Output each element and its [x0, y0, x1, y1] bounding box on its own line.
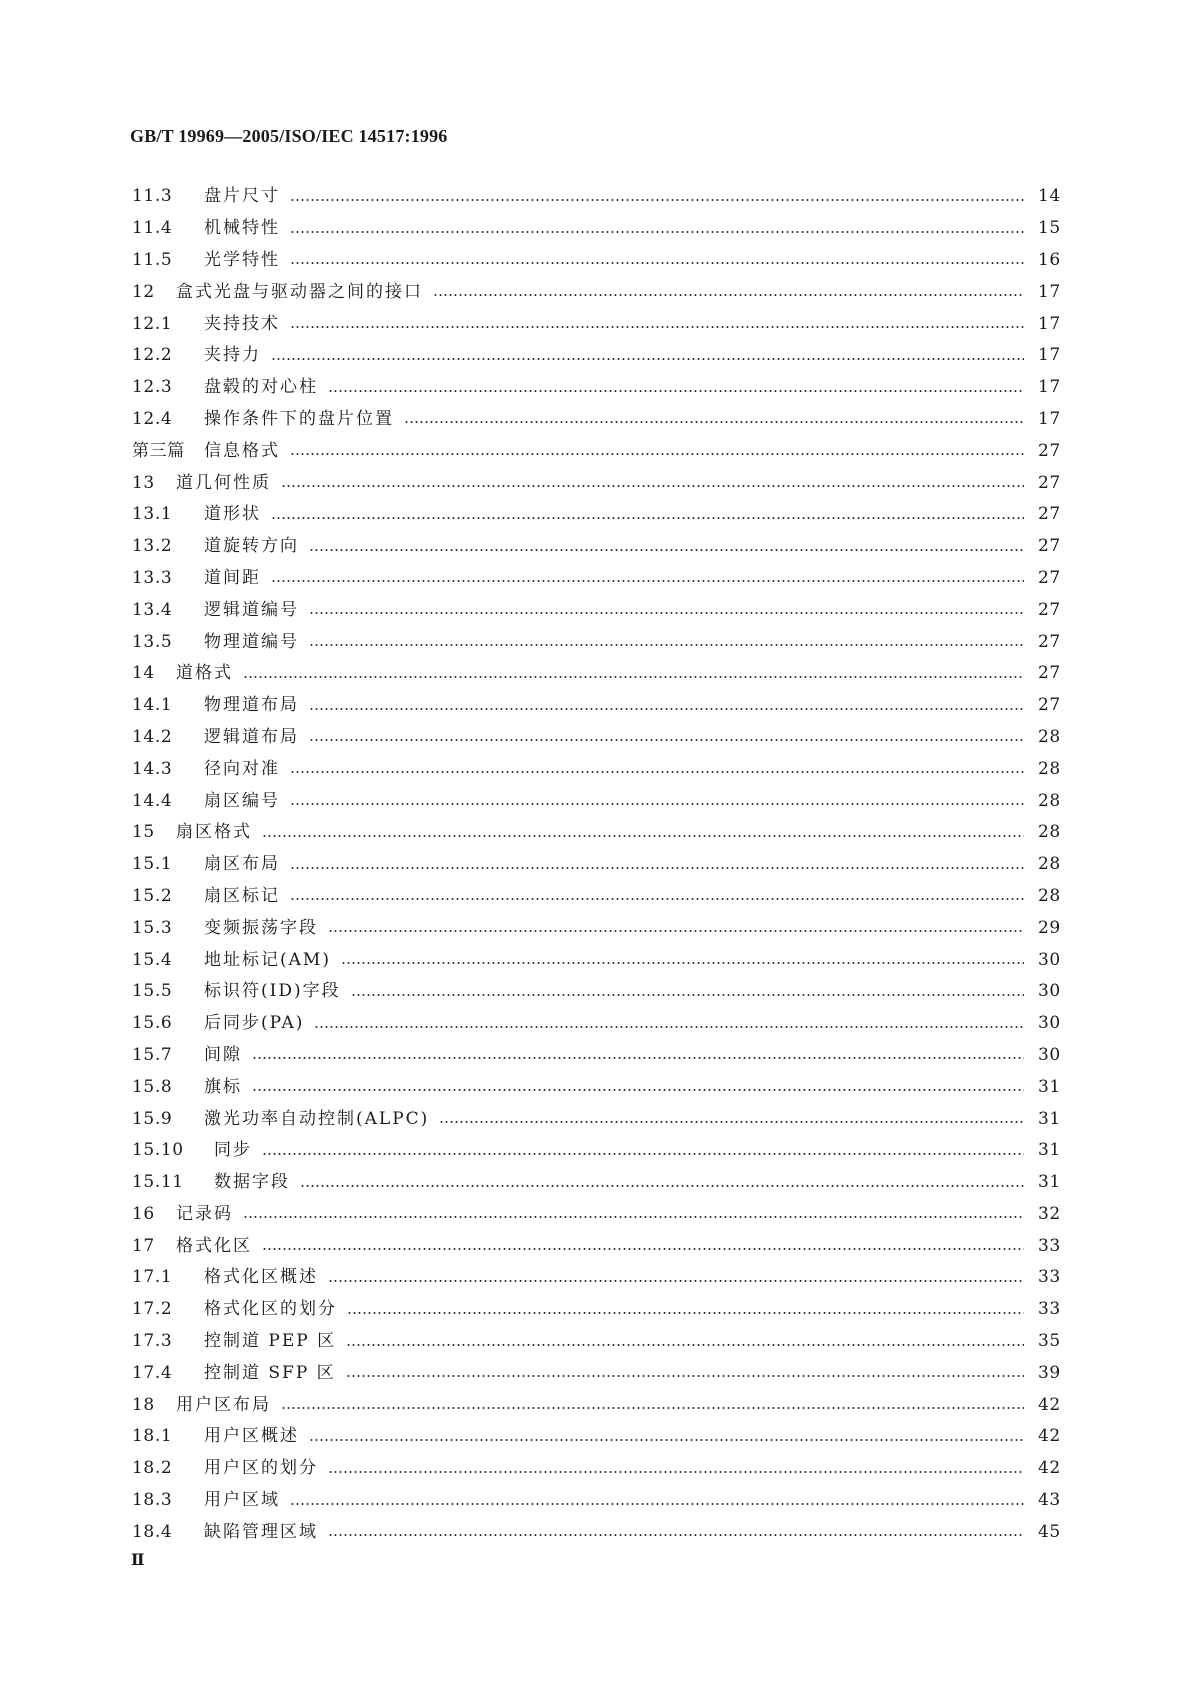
toc-entry-number: 12.2 [132, 345, 173, 366]
toc-entry-number: 17.1 [132, 1267, 173, 1288]
toc-entry-number: 13.5 [132, 631, 173, 652]
toc-entry-title: 物理道布局 [204, 695, 299, 716]
toc-entry-number: 13 [132, 472, 155, 493]
toc-entry-number: 14.4 [132, 790, 173, 811]
toc-entry-title: 机械特性 [204, 218, 280, 239]
dot-leader [290, 898, 1024, 900]
dot-leader [328, 930, 1024, 932]
toc-entry-number: 15.6 [132, 1013, 173, 1034]
toc-entry-number: 17 [132, 1235, 155, 1256]
toc-entry-number: 15.7 [132, 1044, 173, 1065]
toc-entry-number: 11.5 [132, 249, 173, 270]
dot-leader [290, 326, 1024, 328]
page-header: GB/T 19969—2005/ISO/IEC 14517:1996 [130, 126, 448, 146]
toc-entry-title: 操作条件下的盘片位置 [204, 408, 394, 429]
toc-entry-page: 31 [1038, 1108, 1061, 1129]
toc-entry-title: 径向对准 [204, 758, 280, 779]
toc-entry-number: 15.11 [132, 1172, 184, 1193]
toc-entry-number: 18.1 [132, 1426, 173, 1447]
toc-entry-number: 16 [132, 1203, 155, 1224]
toc-entry-page: 32 [1038, 1203, 1061, 1224]
dot-leader [290, 803, 1024, 805]
toc-entry-number: 15.9 [132, 1108, 173, 1129]
toc-entry-number: 14.2 [132, 726, 173, 747]
toc-entry[interactable] [132, 181, 1060, 213]
toc-entry[interactable] [132, 1230, 1060, 1262]
toc-entry-title: 用户区布局 [176, 1394, 271, 1415]
toc-entry-title: 激光功率自动控制(ALPC) [204, 1108, 430, 1129]
toc-entry-title: 盘毂的对心柱 [204, 377, 318, 398]
toc-entry-page: 28 [1038, 854, 1061, 875]
toc-entry[interactable] [132, 1040, 1060, 1072]
toc-entry-page: 27 [1038, 504, 1061, 525]
dot-leader [290, 453, 1024, 455]
toc-entry-page: 16 [1038, 249, 1061, 270]
dot-leader [328, 1280, 1024, 1282]
toc-entry-page: 33 [1038, 1299, 1061, 1320]
toc-entry[interactable] [132, 690, 1060, 722]
dot-leader [300, 1185, 1024, 1187]
toc-entry-page: 27 [1038, 663, 1061, 684]
toc-entry-title: 道几何性质 [176, 472, 271, 493]
toc-entry-number: 15 [132, 822, 155, 843]
dot-leader [404, 421, 1024, 423]
toc-entry-title: 用户区的划分 [204, 1458, 318, 1479]
toc-entry-page: 17 [1038, 281, 1061, 302]
toc-entry-number: 15.8 [132, 1076, 173, 1097]
toc-entry-page: 39 [1038, 1362, 1061, 1383]
toc-entry-title: 同步 [214, 1140, 252, 1161]
toc-entry-title: 地址标记(AM) [204, 949, 331, 970]
page-number: Ⅱ [131, 1552, 145, 1569]
toc-entry-page: 17 [1038, 377, 1061, 398]
toc-entry-page: 33 [1038, 1235, 1061, 1256]
dot-leader [328, 1471, 1024, 1473]
toc-entry-title: 控制道 PEP 区 [204, 1331, 337, 1352]
toc-entry[interactable] [132, 626, 1060, 658]
dot-leader [309, 644, 1024, 646]
dot-leader [439, 1121, 1024, 1123]
toc-entry-page: 28 [1038, 822, 1061, 843]
toc-entry-number: 13.2 [132, 536, 173, 557]
toc-entry-page: 43 [1038, 1490, 1061, 1511]
dot-leader [262, 1153, 1024, 1155]
toc-entry-page: 30 [1038, 1013, 1061, 1034]
toc-entry-number: 15.10 [132, 1140, 184, 1161]
toc-entry-title: 数据字段 [214, 1172, 290, 1193]
dot-leader [243, 1216, 1024, 1218]
toc-entry-number: 15.5 [132, 981, 173, 1002]
toc-entry[interactable] [132, 1421, 1060, 1453]
dot-leader [309, 1439, 1024, 1441]
toc-entry-page: 17 [1038, 345, 1061, 366]
toc-entry-title: 道形状 [204, 504, 261, 525]
toc-entry[interactable] [132, 1262, 1060, 1294]
toc-entry-number: 第三篇 [132, 440, 185, 461]
toc-entry[interactable] [132, 1326, 1060, 1358]
toc-entry[interactable] [132, 1516, 1060, 1548]
dot-leader [290, 867, 1024, 869]
toc-entry-page: 17 [1038, 408, 1061, 429]
toc-entry[interactable] [132, 276, 1060, 308]
toc-entry-title: 标识符(ID)字段 [204, 981, 341, 1002]
toc-entry[interactable] [132, 308, 1060, 340]
toc-entry-title: 后同步(PA) [204, 1013, 305, 1034]
dot-leader [309, 708, 1024, 710]
toc-entry-page: 31 [1038, 1140, 1061, 1161]
toc-entry-title: 记录码 [176, 1203, 233, 1224]
toc-entry-number: 15.1 [132, 854, 173, 875]
dot-leader [271, 358, 1024, 360]
dot-leader [290, 262, 1024, 264]
toc-entry[interactable] [132, 467, 1060, 499]
dot-leader [433, 294, 1024, 296]
toc-entry-title: 缺陷管理区域 [204, 1521, 318, 1542]
dot-leader [328, 390, 1024, 392]
table-of-contents [132, 181, 1060, 1548]
dot-leader [290, 199, 1024, 201]
dot-leader [309, 739, 1024, 741]
toc-entry[interactable] [132, 1357, 1060, 1389]
dot-leader [262, 1248, 1024, 1250]
toc-entry[interactable] [132, 944, 1060, 976]
toc-entry-title: 夹持力 [204, 345, 261, 366]
toc-entry-number: 18.4 [132, 1521, 173, 1542]
dot-leader [309, 612, 1024, 614]
toc-entry-number: 14 [132, 663, 155, 684]
toc-entry[interactable] [132, 976, 1060, 1008]
dot-leader [262, 835, 1024, 837]
toc-entry-number: 12.1 [132, 313, 173, 334]
toc-entry[interactable] [132, 245, 1060, 277]
toc-entry-number: 14.1 [132, 695, 173, 716]
toc-entry[interactable] [132, 1389, 1060, 1421]
toc-entry-page: 28 [1038, 790, 1061, 811]
toc-entry[interactable] [132, 435, 1060, 467]
toc-entry-number: 14.3 [132, 758, 173, 779]
toc-entry[interactable] [132, 1294, 1060, 1326]
dot-leader [252, 1057, 1024, 1059]
toc-entry-number: 12.3 [132, 377, 173, 398]
toc-entry-page: 14 [1038, 186, 1061, 207]
toc-entry-page: 28 [1038, 885, 1061, 906]
dot-leader [281, 1407, 1024, 1409]
toc-entry-title: 夹持技术 [204, 313, 280, 334]
dot-leader [347, 1312, 1024, 1314]
toc-entry-title: 扇区布局 [204, 854, 280, 875]
dot-leader [271, 517, 1024, 519]
toc-entry-page: 15 [1038, 218, 1061, 239]
toc-entry-number: 11.3 [132, 186, 173, 207]
toc-entry-title: 间隙 [204, 1044, 242, 1065]
toc-entry-page: 35 [1038, 1331, 1061, 1352]
toc-entry-title: 信息格式 [204, 440, 280, 461]
toc-entry-page: 28 [1038, 758, 1061, 779]
toc-entry-number: 12 [132, 281, 155, 302]
dot-leader [271, 580, 1024, 582]
toc-entry[interactable] [132, 563, 1060, 595]
toc-entry[interactable] [132, 753, 1060, 785]
toc-entry[interactable] [132, 881, 1060, 913]
toc-entry-page: 29 [1038, 917, 1061, 938]
dot-leader [341, 962, 1024, 964]
toc-entry[interactable] [132, 340, 1060, 372]
dot-leader [346, 1344, 1024, 1346]
toc-entry-page: 42 [1038, 1394, 1061, 1415]
toc-entry-title: 变频振荡字段 [204, 917, 318, 938]
toc-entry-page: 27 [1038, 536, 1061, 557]
toc-entry-title: 盒式光盘与驱动器之间的接口 [176, 281, 423, 302]
toc-entry-page: 30 [1038, 981, 1061, 1002]
toc-entry[interactable] [132, 722, 1060, 754]
toc-entry-number: 17.4 [132, 1362, 173, 1383]
dot-leader [290, 231, 1024, 233]
toc-entry-page: 27 [1038, 599, 1061, 620]
toc-entry-page: 27 [1038, 695, 1061, 716]
toc-entry-number: 13.1 [132, 504, 173, 525]
toc-entry-page: 42 [1038, 1458, 1061, 1479]
toc-entry-title: 格式化区 [176, 1235, 252, 1256]
toc-entry[interactable] [132, 594, 1060, 626]
toc-entry[interactable] [132, 1008, 1060, 1040]
toc-entry-page: 28 [1038, 726, 1061, 747]
toc-entry-number: 17.3 [132, 1331, 173, 1352]
toc-entry-title: 扇区格式 [176, 822, 252, 843]
toc-entry[interactable] [132, 531, 1060, 563]
dot-leader [243, 676, 1024, 678]
toc-entry-page: 27 [1038, 631, 1061, 652]
dot-leader [346, 1375, 1024, 1377]
toc-entry[interactable] [132, 849, 1060, 881]
dot-leader [309, 549, 1024, 551]
toc-entry-page: 27 [1038, 567, 1061, 588]
dot-leader [328, 1534, 1024, 1536]
dot-leader [281, 485, 1024, 487]
toc-entry-page: 30 [1038, 949, 1061, 970]
toc-entry-page: 27 [1038, 440, 1061, 461]
toc-entry-number: 18.3 [132, 1490, 173, 1511]
toc-entry-title: 旗标 [204, 1076, 242, 1097]
toc-entry-title: 逻辑道编号 [204, 599, 299, 620]
toc-entry[interactable] [132, 499, 1060, 531]
toc-entry-page: 33 [1038, 1267, 1061, 1288]
toc-entry-number: 13.3 [132, 567, 173, 588]
toc-entry-title: 道格式 [176, 663, 233, 684]
toc-entry-title: 道间距 [204, 567, 261, 588]
toc-entry-page: 17 [1038, 313, 1061, 334]
toc-entry[interactable] [132, 912, 1060, 944]
toc-entry[interactable] [132, 1199, 1060, 1231]
dot-leader [314, 1026, 1024, 1028]
toc-entry[interactable] [132, 1071, 1060, 1103]
dot-leader [290, 771, 1024, 773]
toc-entry[interactable] [132, 1485, 1060, 1517]
toc-entry-page: 27 [1038, 472, 1061, 493]
toc-entry-number: 15.2 [132, 885, 173, 906]
toc-entry-number: 18.2 [132, 1458, 173, 1479]
toc-entry-page: 30 [1038, 1044, 1061, 1065]
toc-entry[interactable] [132, 785, 1060, 817]
toc-entry-number: 11.4 [132, 218, 173, 239]
toc-entry[interactable] [132, 817, 1060, 849]
toc-entry-title: 光学特性 [204, 249, 280, 270]
toc-entry-title: 盘片尺寸 [204, 186, 280, 207]
toc-entry-title: 扇区编号 [204, 790, 280, 811]
toc-entry-title: 逻辑道布局 [204, 726, 299, 747]
toc-entry-title: 道旋转方向 [204, 536, 299, 557]
toc-entry-title: 格式化区概述 [204, 1267, 318, 1288]
toc-entry[interactable] [132, 1453, 1060, 1485]
dot-leader [351, 994, 1024, 996]
toc-entry-title: 格式化区的划分 [204, 1299, 337, 1320]
toc-entry-page: 31 [1038, 1172, 1061, 1193]
toc-entry-page: 31 [1038, 1076, 1061, 1097]
toc-entry-number: 15.3 [132, 917, 173, 938]
toc-entry-number: 15.4 [132, 949, 173, 970]
toc-entry[interactable] [132, 1167, 1060, 1199]
toc-entry-number: 13.4 [132, 599, 173, 620]
toc-entry-title: 控制道 SFP 区 [204, 1362, 336, 1383]
toc-entry-page: 42 [1038, 1426, 1061, 1447]
dot-leader [290, 1503, 1024, 1505]
toc-entry-number: 17.2 [132, 1299, 173, 1320]
toc-entry[interactable] [132, 658, 1060, 690]
toc-entry-title: 用户区概述 [204, 1426, 299, 1447]
toc-entry-page: 45 [1038, 1521, 1061, 1542]
toc-entry-title: 扇区标记 [204, 885, 280, 906]
toc-entry-number: 12.4 [132, 408, 173, 429]
toc-entry-number: 18 [132, 1394, 155, 1415]
toc-entry[interactable] [132, 404, 1060, 436]
toc-entry[interactable] [132, 1135, 1060, 1167]
toc-entry[interactable] [132, 213, 1060, 245]
toc-entry[interactable] [132, 372, 1060, 404]
toc-entry-title: 物理道编号 [204, 631, 299, 652]
toc-entry[interactable] [132, 1103, 1060, 1135]
toc-entry-title: 用户区域 [204, 1490, 280, 1511]
dot-leader [252, 1089, 1024, 1091]
